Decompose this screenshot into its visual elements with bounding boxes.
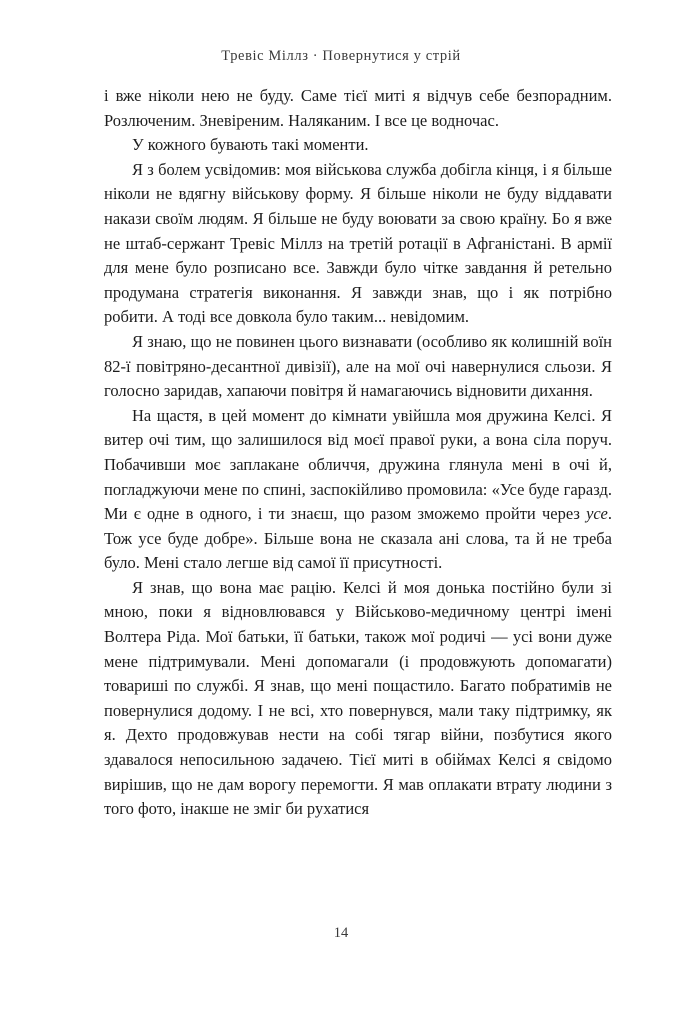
text-segment: Я знав, що вона має рацію. Келсі й моя донька постійно були зі мною, поки я відновлювався у Військово-медичному центрі імені Волтера Ріда. Мої батьки, її батьки, також мої родичі — усі вони дуже мене підтримували. Мені допомагали (і продовжують допомагати) товариші по службі. Я знав, що мені пощастило. Багато побратимів не повернулися додому. І не всі, хто повернувся, мали таку підтримку, як я. Дехто продовжував нести на собі тягар війни, позбутися якого здавалося непосильною задачею. Тієї миті в обіймах Келсі я свідомо вирішив, що не дам ворогу перемогти. Я мав оплакати втрату людини з того фото, інакше не зміг би рухатися: [104, 577, 612, 819]
italic-text: усе: [586, 504, 608, 524]
paragraph: [104, 84, 612, 133]
text-segment: У кожного бувають такі моменти.: [132, 135, 369, 155]
paragraph: [104, 576, 612, 822]
text-segment: Я знаю, що не повинен цього визнавати (особливо як колишній воїн 82-ї повітряно-десантної дивізії), але на мої очі навернулися сльози. Я голосно заридав, хапаючи повітря й намагаючись відновити дихання.: [104, 331, 612, 401]
text-segment: На щастя, в цей момент до кімнати увійшла моя дружина Келсі. Я витер очі тим, що залишилося від моєї правої руки, а вона сіла поруч. Побачивши моє заплакане обличчя, дружина глянула мені в очі й, погладжуючи мене по спині, заспокійливо промовила: «Усе буде гаразд. Ми є одне в одного, і ти знаєш, що разом зможемо пройти через: [104, 405, 612, 524]
paragraph: [104, 133, 612, 158]
text-segment: і вже ніколи нею не буду. Саме тієї миті я відчув себе безпорадним. Розлюченим. Зневіреним. Наляканим. І все це водночас.: [104, 86, 612, 130]
paragraph: [104, 158, 612, 330]
paragraph: [104, 404, 612, 576]
paragraph: [104, 330, 612, 404]
body-text: [104, 84, 612, 822]
page-number: 14: [333, 925, 349, 941]
text-segment: . Тож усе буде добре». Більше вона не сказала ані слова, та й не треба було. Мені стало легше від самої її присутності.: [104, 504, 612, 573]
running-header: Тревіс Міллз · Повернутися у стрій: [221, 48, 461, 64]
text-segment: Я з болем усвідомив: моя військова служба добігла кінця, і я більше ніколи не вдягну військову форму. Я більше ніколи не буду віддавати накази своїм людям. Я більше не буду воювати за свою країну. Бо я вже не штаб-сержант Тревіс Міллз на третій ротації в Афганістані. В армії для мене було розписано все. Завжди було чітке завдання й ретельно продумана стратегія виконання. Я завжди знав, що і як потрібно робити. А тоді все довкола було таким... невідомим.: [104, 159, 612, 327]
